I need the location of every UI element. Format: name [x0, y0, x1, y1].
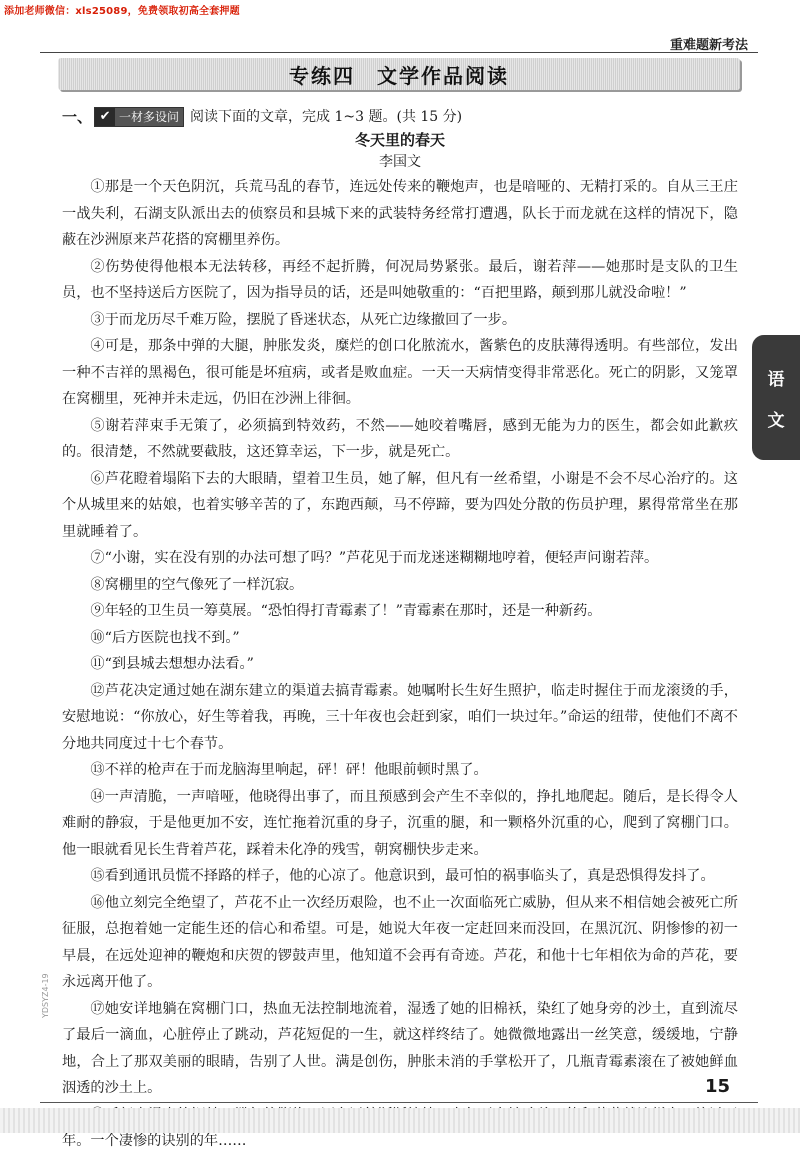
- paragraph: ⑫芦花决定通过她在湖东建立的渠道去搞青霉素。她嘱咐长生好生照护，临走时握住于而龙滚烫的手，安慰地说：“你放心，好生等着我，再晚，三十年夜也会赶到家，咱们一块过年。”命运的纽带，使他们不离不分地共同度过十七个春节。: [62, 682, 738, 752]
- paragraph: ⑤谢若萍束手无策了，必须搞到特效药，不然——她咬着嘴唇，感到无能为力的医生，都会如此歉疚的。很清楚，不然就要截肢，这还算幸运，下一步，就是死亡。: [62, 417, 738, 460]
- watermark-text: 添加老师微信：xls25089，免费领取初高全套押题: [4, 6, 240, 17]
- paragraph: ⑥芦花瞪着塌陷下去的大眼睛，望着卫生员，她了解，但凡有一丝希望，小谢是不会不尽心治疗的。这个从城里来的姑娘，也着实够辛苦的了，东跑西颠，马不停蹄，要为四处分散的伤员护理，累得常常坐在那里就睡着了。: [62, 470, 738, 540]
- series-title: 重难题新考法: [669, 38, 748, 53]
- paragraph: ⑪“到县城去想想办法看。”: [90, 656, 254, 672]
- subject-tab-char: 文: [767, 410, 785, 431]
- paragraph: ⑦“小谢，实在没有别的办法可想了吗？”芦花见于而龙迷迷糊糊地哼着，便轻声问谢若萍。: [90, 550, 659, 566]
- paragraph: 年。一个凄惨的诀别的年……: [62, 1133, 247, 1149]
- checkmark-icon: ✔: [95, 108, 115, 126]
- paragraph: ②伤势使得他根本无法转移，再经不起折腾，何况局势紧张。最后，谢若萍——她那时是支队的卫生员，也不坚持送后方医院了，因为指导员的话，还是叫她敬重的：“百把里路，颠到那儿就没命啦！”: [62, 258, 738, 301]
- section-title: 专练四 文学作品阅读: [289, 63, 509, 88]
- paragraph: ④可是，那条中弹的大腿，肿胀发炎，糜烂的创口化脓流水，酱紫色的皮肤薄得透明。有些部位，发出一种不吉祥的黑褐色，很可能是坏疽病，或者是败血症。一天一天病情变得非常恶化。死亡的阴影，又笼罩在窝棚里，死神并未走远，仍旧在沙洲上徘徊。: [62, 338, 738, 407]
- instruction-text: 阅读下面的文章，完成 1~3 题。(共 15 分): [190, 109, 463, 125]
- paragraph: ⑬不祥的枪声在于而龙脑海里响起，砰！砰！他眼前顿时黑了。: [90, 762, 488, 778]
- page-number: 15: [704, 1076, 730, 1097]
- paragraph: ①那是一个天色阴沉，兵荒马乱的春节，连远处传来的鞭炮声，也是喑哑的、无精打采的。自从三王庄一战失利，石湖支队派出去的侦察员和县城下来的武装特务经常打遭遇，队长于而龙就在这样的情况下，隐蔽在沙洲原来芦花搭的窝棚里养伤。: [62, 179, 738, 248]
- header-divider: [40, 52, 758, 53]
- paragraph: ⑭一声清脆，一声喑哑，他晓得出事了，而且预感到会产生不幸似的，挣扎地爬起。随后，是长得令人难耐的静寂，于是他更加不安，连忙拖着沉重的身子，沉重的腿，和一颗格外沉重的心，爬到了窝棚门口。他一眼就看见长生背着芦花，踩着未化净的残雪，朝窝棚快步走来。: [62, 788, 738, 858]
- paragraph: ③于而龙历尽千难万险，摆脱了昏迷状态，从死亡边缘撤回了一步。: [90, 311, 517, 328]
- footer-divider: [40, 1102, 758, 1103]
- paragraph: ⑨年轻的卫生员一筹莫展。“恐怕得打青霉素了！”青霉素在那时，还是一种新药。: [90, 603, 602, 619]
- section-banner: [58, 58, 740, 90]
- question-number: 一、: [62, 108, 93, 126]
- question-instruction: [62, 106, 740, 128]
- paragraph: ⑰她安详地躺在窝棚门口，热血无法控制地流着，湿透了她的旧棉袄，染红了她身旁的沙土，直到流尽了最后一滴血，心脏停止了跳动，芦花短促的一生，就这样终结了。她微微地露出一丝笑意，缓缓地，宁静地，合上了那双美丽的眼睛，告别了人世。满是创伤，肿胀未消的手掌松开了，几瓶青霉素滚在了被她鲜血洇透的沙土上。: [62, 1000, 738, 1096]
- question-type-badge: [94, 107, 184, 127]
- paragraph: ⑯他立刻完全绝望了，芦花不止一次经历艰险，也不止一次面临死亡威胁，但从来不相信她会被死亡所征服，总抱着她一定能生还的信心和希望。可是，她说大年夜一定赶回来而没回，在黑沉沉、阴惨惨的初一早晨，在远处迎神的鞭炮和庆贺的锣鼓声里，他知道不会再有奇迹。芦花，和他十七年相依为命的芦花，要永远离开他了。: [62, 894, 738, 990]
- paragraph: ⑮看到通讯员慌不择路的样子，他的心凉了。他意识到，最可怕的祸事临头了，真是恐惧得发抖了。: [90, 868, 715, 884]
- badge-label: 一材多设问: [115, 108, 183, 126]
- article-author: 李国文: [379, 154, 421, 170]
- subject-tab-char: 语: [767, 369, 785, 390]
- article-title: 冬天里的春天: [354, 131, 445, 149]
- paragraph: ⑩“后方医院也找不到。”: [90, 629, 240, 646]
- footer-strip: [0, 1108, 800, 1133]
- side-code: YDSYZ4-19: [41, 973, 50, 1018]
- article-body: [62, 174, 738, 1155]
- subject-tab: [752, 335, 800, 460]
- paragraph: ⑧窝棚里的空气像死了一样沉寂。: [90, 576, 304, 593]
